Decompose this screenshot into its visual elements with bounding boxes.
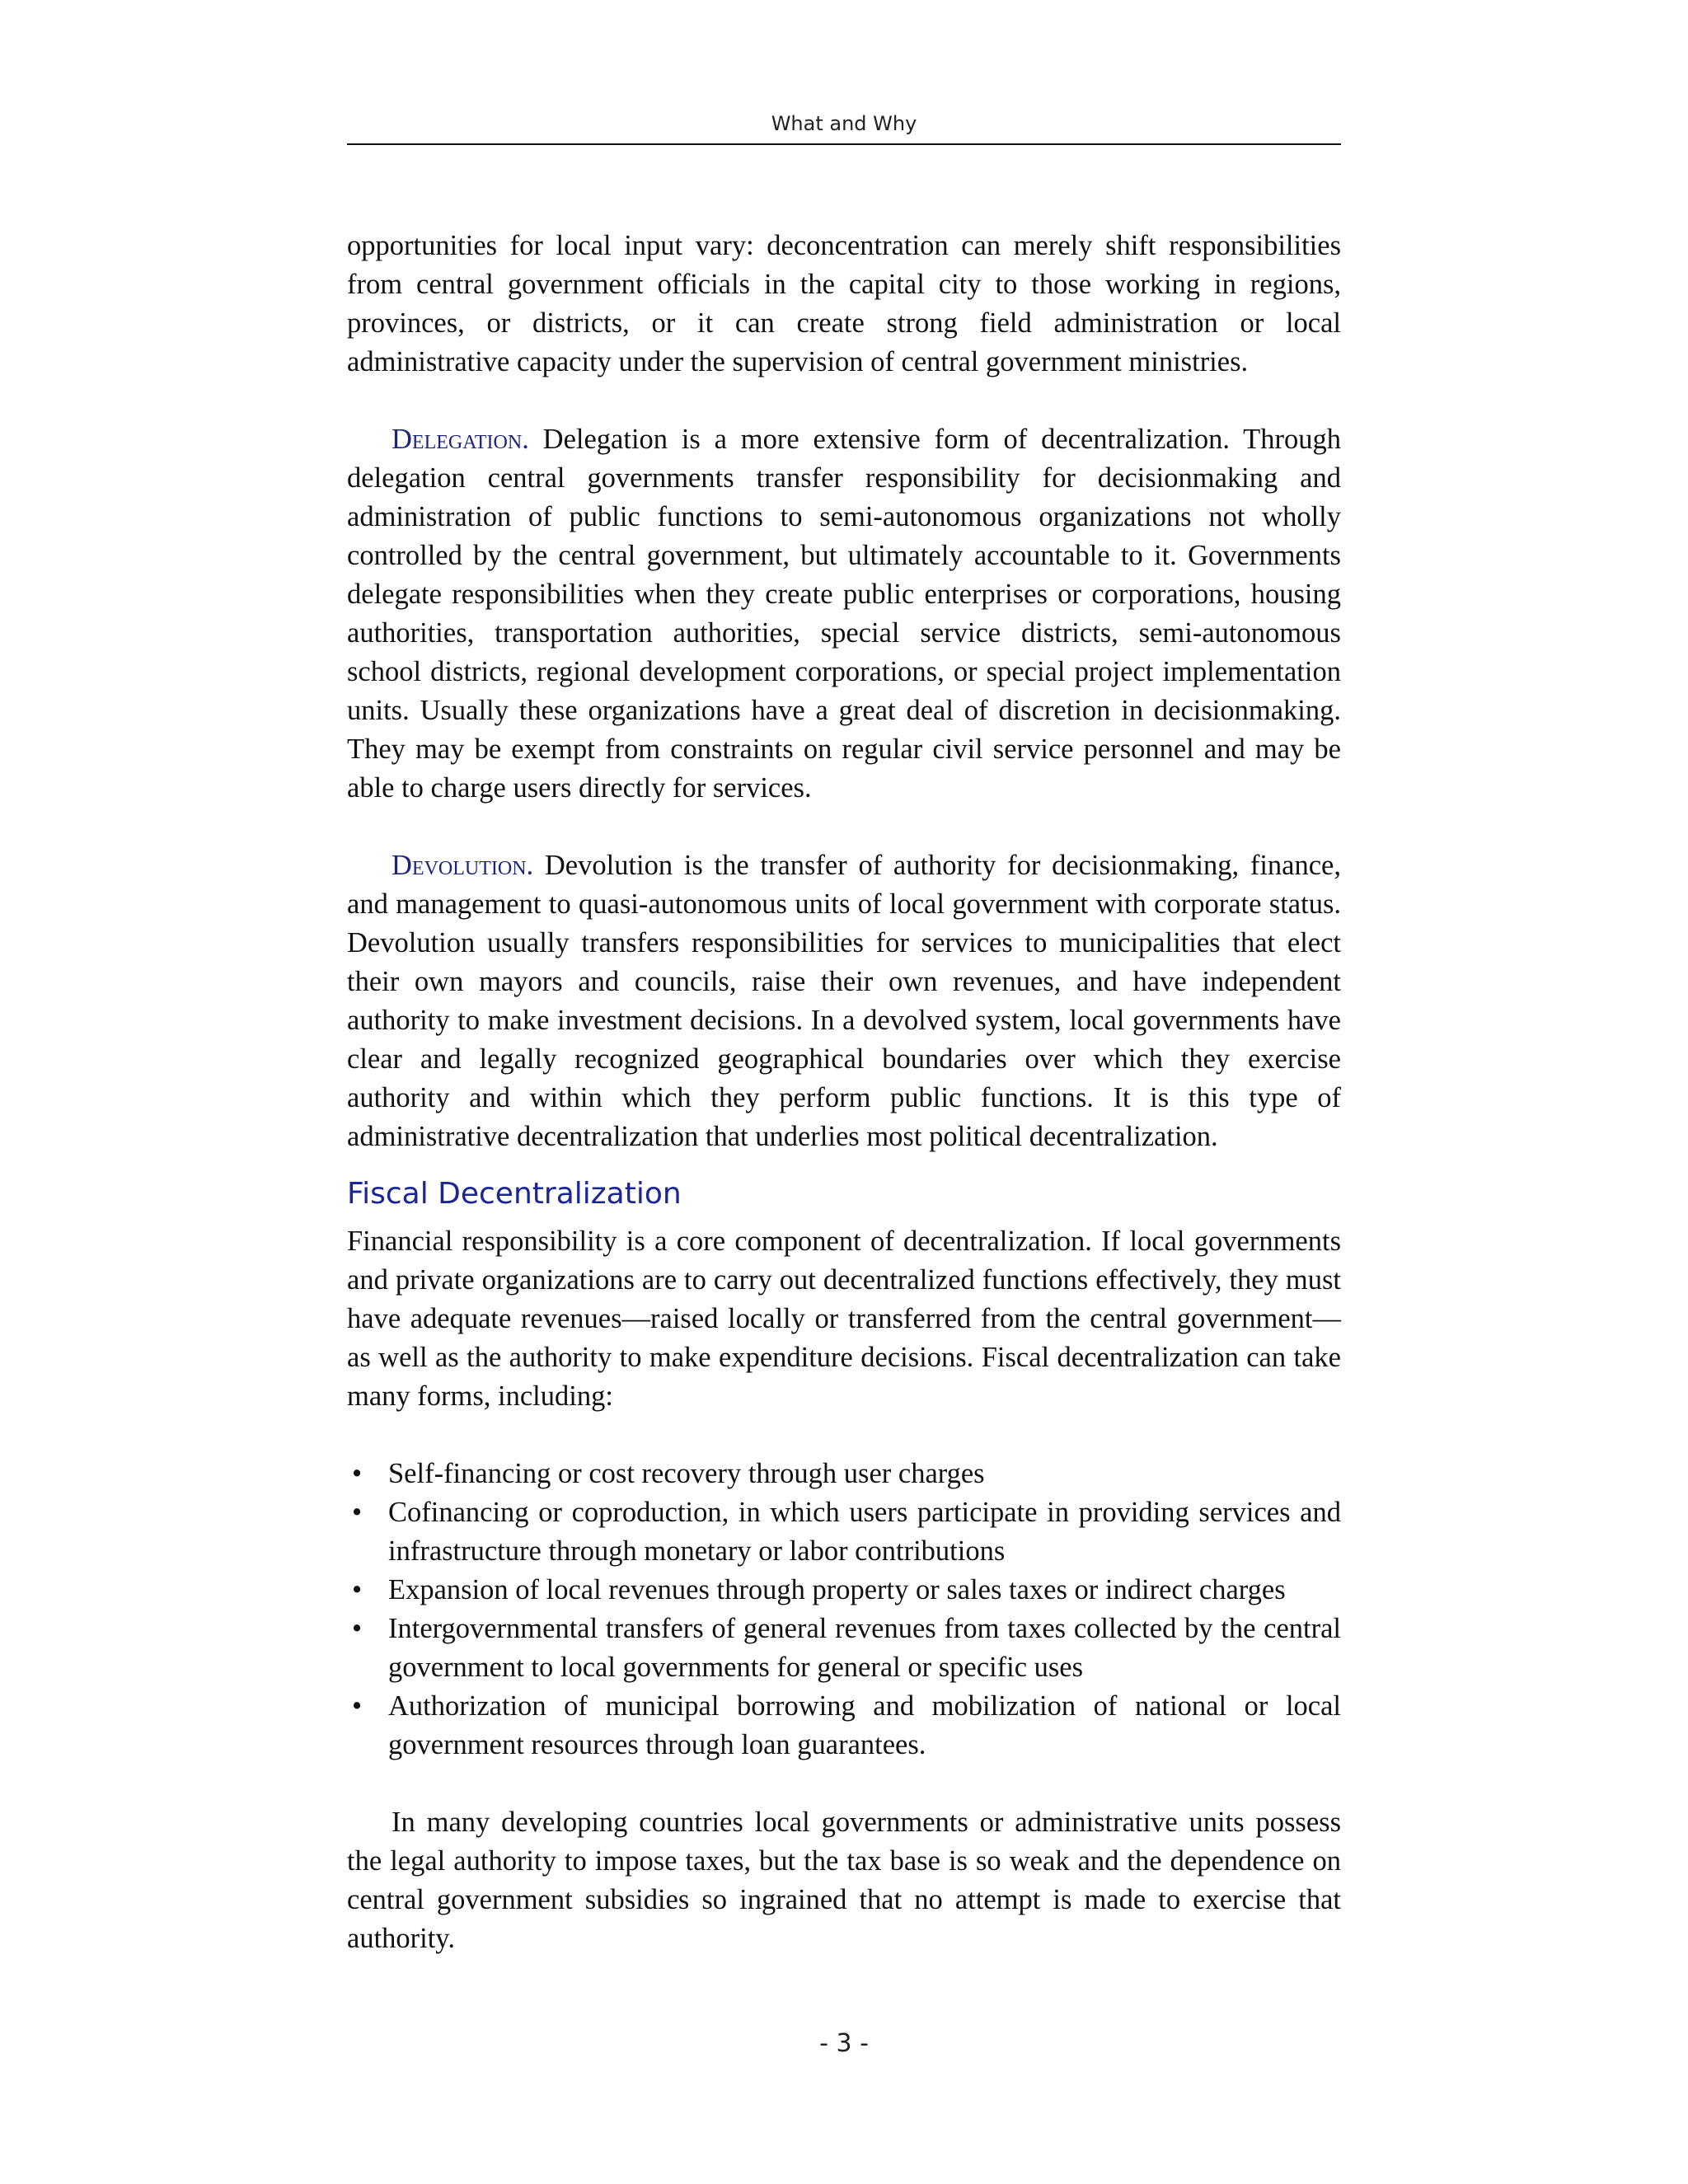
devolution-text: Devolution is the transfer of authority for decisionmaking, finance, and management to quasi-autonomous units of local government with corporate status. Devolution usually transfers responsibilities for services to municipalities that elect their own mayors and councils, raise their own revenues, and have independent authority to make investment decisions. In a devolved system, local governments have clear and legally recognized geographical boundaries over which they exercise authority and within which they perform public functions. It is this type of administrative decentralization that underlies most political decentralization. (347, 850, 1341, 1152)
section-heading-fiscal-decentralization: Fiscal Decentralization (347, 1177, 682, 1211)
list-item (347, 1493, 1341, 1571)
delegation-runin-heading: Delegation. (392, 424, 529, 455)
bullet-icon: • (352, 1574, 363, 1605)
paragraph-deconcentration-continued: opportunities for local input vary: deconcentration can merely shift responsibilities from central government officials in the capital city to those working in regions, provinces, or districts, or it can create strong field administration or local administrative capacity under the supervision of central government ministries. (347, 230, 1341, 377)
bullet-icon: • (352, 1613, 363, 1644)
bullet-icon: • (352, 1497, 363, 1528)
header-rule (347, 143, 1341, 145)
list-item (347, 1610, 1341, 1687)
delegation-text: Delegation is a more extensive form of decentralization. Through delegation central governments transfer responsibility for decisionmaking and administration of public functions to semi-autonomous organizations not wholly controlled by the central government, but ultimately accountable to it. Governments delegate responsibilities when they create public enterprises or corporations, housing authorities, transportation authorities, special service districts, semi-autonomous school districts, regional development corporations, or special project implementation units. Usually these organizations have a great deal of discretion in decisionmaking. They may be exempt from constraints on regular civil service personnel and may be able to charge users directly for services. (347, 424, 1341, 804)
list-item-text: Cofinancing or coproduction, in which users participate in providing services and infrastructure through monetary or labor contributions (388, 1497, 1341, 1567)
paragraph-delegation (347, 420, 1341, 808)
fiscal-forms-list (347, 1455, 1341, 1765)
list-item (347, 1687, 1341, 1765)
list-item (347, 1455, 1341, 1493)
bullet-icon: • (352, 1690, 363, 1722)
page-number: - 3 - (819, 2029, 869, 2058)
paragraph-devolution (347, 846, 1341, 1156)
list-item-text: Authorization of municipal borrowing and mobilization of national or local government resources through loan guarantees. (388, 1690, 1341, 1760)
list-item-text: Expansion of local revenues through property or sales taxes or indirect charges (388, 1574, 1286, 1605)
list-item-text: Intergovernmental transfers of general revenues from taxes collected by the central government to local governments for general or specific uses (388, 1613, 1341, 1683)
list-item-text: Self-financing or cost recovery through user charges (388, 1458, 985, 1489)
list-item (347, 1571, 1341, 1610)
running-head: What and Why (771, 112, 917, 135)
paragraph-fiscal-intro: Financial responsibility is a core component of decentralization. If local governments and private organizations are to carry out decentralized functions effectively, they must have adequate revenues—raised locally or transferred from the central government—as well as the authority to make expenditure decisions. Fiscal decentralization can take many forms, including: (347, 1226, 1341, 1412)
bullet-icon: • (352, 1458, 363, 1489)
paragraph-closing: In many developing countries local governments or administrative units possess the legal authority to impose taxes, but the tax base is so weak and the dependence on central government subsidies so ingrained that no attempt is made to exercise that authority. (347, 1807, 1341, 1954)
body-text (347, 227, 1341, 1958)
devolution-runin-heading: Devolution. (392, 850, 534, 881)
